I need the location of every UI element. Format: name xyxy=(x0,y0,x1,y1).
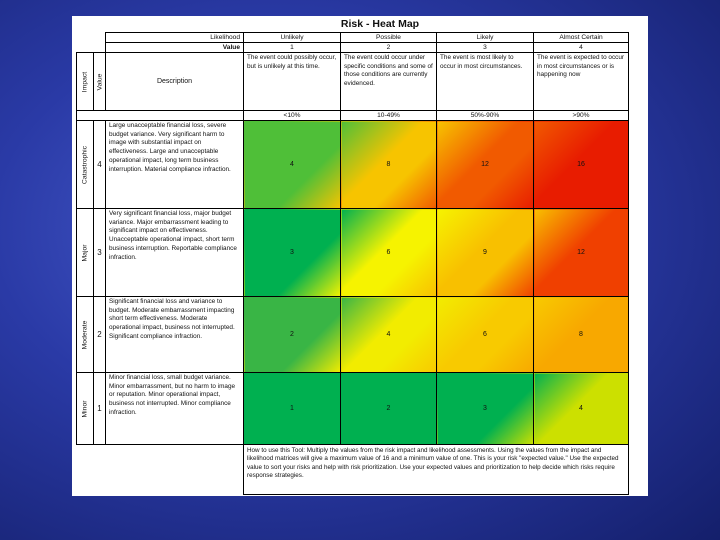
impact-name-cell xyxy=(77,373,94,445)
impact-description: Large unacceptable financial loss, severe budget variance. Very significant harm to image with substantial impact on effectiveness. Large and unacceptable operational impact, long term business interruption. Material compliance infraction. xyxy=(106,121,244,209)
heat-cell: 16 xyxy=(534,121,629,209)
heat-cell: 2 xyxy=(341,373,437,445)
likelihood-value: 2 xyxy=(341,43,437,53)
heat-cell: 4 xyxy=(534,373,629,445)
heat-cell: 12 xyxy=(534,209,629,297)
heat-cell: 8 xyxy=(341,121,437,209)
impact-row-minor xyxy=(77,373,629,445)
impact-row-major xyxy=(77,209,629,297)
likelihood-value: 4 xyxy=(534,43,629,53)
likelihood-value: 3 xyxy=(437,43,534,53)
likelihood-description: The event could occur under specific conditions and some of those conditions are currently evidenced. xyxy=(341,53,437,111)
likelihood-percent: >90% xyxy=(534,111,629,121)
corner-blank xyxy=(77,43,106,53)
heat-cell: 1 xyxy=(244,373,341,445)
likelihood-value: 1 xyxy=(244,43,341,53)
likelihood-percent: 10-49% xyxy=(341,111,437,121)
likelihood-description: The event is most likely to occur in most circumstances. xyxy=(437,53,534,111)
heat-cell: 6 xyxy=(341,209,437,297)
impact-header xyxy=(77,53,94,111)
impact-description: Minor financial loss, small budget variance. Minor embarrassment, but no harm to image or reputation. Minor operational impact, business not interrupted. Minor compliance infraction. xyxy=(106,373,244,445)
likelihood-percent: <10% xyxy=(244,111,341,121)
impact-value: 1 xyxy=(94,373,106,445)
heat-cell: 4 xyxy=(341,297,437,373)
impact-description: Significant financial loss and variance to budget. Moderate embarrassment impacting short term effectiveness. Moderate operational impact, business not interrupted. Significant compliance infraction. xyxy=(106,297,244,373)
impact-row-catastrophic xyxy=(77,121,629,209)
impact-name: Moderate xyxy=(81,320,89,349)
likelihood-description: The event could possibly occur, but is unlikely at this time. xyxy=(244,53,341,111)
heat-cell: 4 xyxy=(244,121,341,209)
heat-map-sheet xyxy=(72,16,648,496)
heat-map-table xyxy=(76,32,629,495)
impact-value: 2 xyxy=(94,297,106,373)
heat-cell: 6 xyxy=(437,297,534,373)
page-title: Risk - Heat Map xyxy=(340,18,420,30)
likelihood-name: Likely xyxy=(437,33,534,43)
likelihood-description: The event is expected to occur in most circumstances or is happening now xyxy=(534,53,629,111)
how-to-use-note: How to use this Tool: Multiply the values from the risk impact and likelihood assessments. Using the values from the impact and likelihood matrices will give a maximum value of 16 and a minimum value of one. This is your risk "expected value." Use the expected value to sort your risks and help with risk prioritization. Use your expected values and prioritization to help decide which risks require response strategies. xyxy=(244,445,629,495)
likelihood-percent: 50%-90% xyxy=(437,111,534,121)
corner-blank xyxy=(77,33,106,43)
heat-cell: 3 xyxy=(244,209,341,297)
impact-header-label: Impact xyxy=(81,71,89,92)
heat-cell: 3 xyxy=(437,373,534,445)
heat-cell: 12 xyxy=(437,121,534,209)
likelihood-name: Possible xyxy=(341,33,437,43)
impact-name: Catastrophic xyxy=(81,145,89,184)
impact-name-cell xyxy=(77,209,94,297)
impact-name-cell xyxy=(77,297,94,373)
likelihood-name: Almost Certain xyxy=(534,33,629,43)
value-label: Value xyxy=(106,43,244,53)
heat-cell: 8 xyxy=(534,297,629,373)
impact-value-header xyxy=(94,53,106,111)
impact-name: Major xyxy=(81,244,89,261)
impact-value: 4 xyxy=(94,121,106,209)
impact-value-header-label: Value xyxy=(96,73,103,90)
percent-row-blank xyxy=(77,111,244,121)
likelihood-name: Unlikely xyxy=(244,33,341,43)
description-header: Description xyxy=(106,53,244,111)
likelihood-label: Likelihood xyxy=(106,33,244,43)
instructions-blank xyxy=(77,445,244,495)
impact-name-cell xyxy=(77,121,94,209)
impact-value: 3 xyxy=(94,209,106,297)
impact-row-moderate xyxy=(77,297,629,373)
heat-cell: 2 xyxy=(244,297,341,373)
impact-name: Minor xyxy=(81,400,89,417)
impact-description: Very significant financial loss, major budget variance. Major embarrassment leading to significant impact on effectiveness. Unacceptable operational impact, short term business interruption. Reportable compliance infraction. xyxy=(106,209,244,297)
heat-cell: 9 xyxy=(437,209,534,297)
